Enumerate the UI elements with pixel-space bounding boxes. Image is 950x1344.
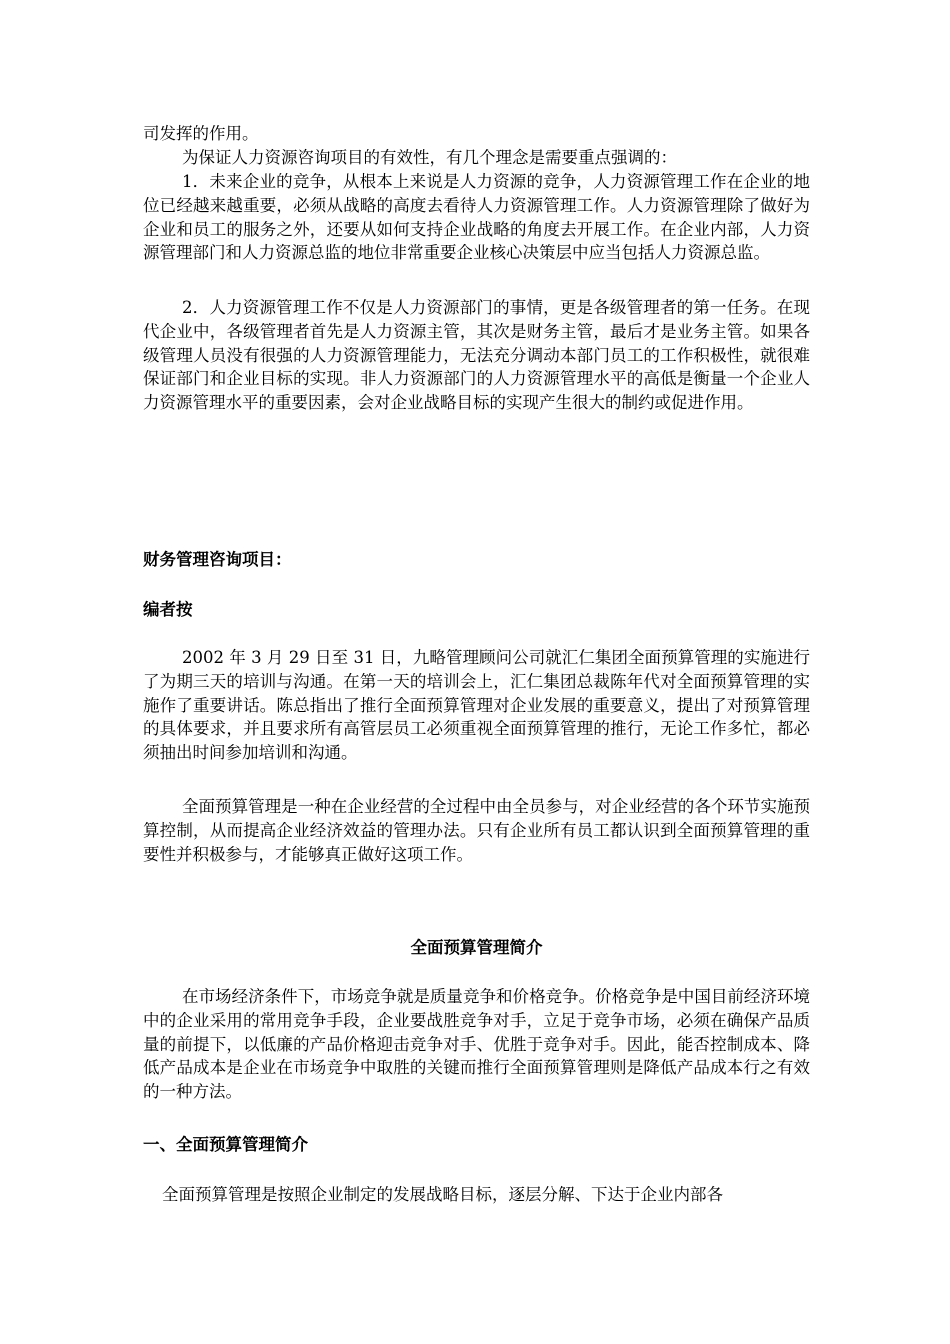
list-item-2: 2．人力资源管理工作不仅是人力资源部门的事情，更是各级管理者的第一任务。在现代企业中，各级管理者首先是人力资源主管，其次是财务主管，最后才是业务主管。如果各级管理人员没有很强的人力资源管理能力，无法充分调动本部门员工的工作积极性，就很难保证部门和企业目标的实现。非人力资源部门的人力资源管理水平的高低是衡量一个企业人力资源管理水平的重要因素，会对企业战略目标的实现产生很大的制约或促进作用。 [143,298,810,413]
editor-paragraph-2: 全面预算管理是一种在企业经营的全过程中由全员参与，对企业经营的各个环节实施预算控制，从而提高企业经济效益的管理办法。只有企业所有员工都认识到全面预算管理的重要性并积极参与，才能够真正做好这项工作。 [143,797,810,864]
market-paragraph: 在市场经济条件下，市场竞争就是质量竞争和价格竞争。价格竞争是中国目前经济环境中的企业采用的常用竞争手段，企业要战胜竞争对手，立足于竞争市场，必须在确保产品质量的前提下，以低廉的产品价格迎击竞争对手、优胜于竞争对手。因此，能否控制成本、降低产品成本是企业在市场竞争中取胜的关键而推行全面预算管理则是降低产品成本行之有效的一种方法。 [143,987,810,1102]
section-1-paragraph: 全面预算管理是按照企业制定的发展战略目标，逐层分解、下达于企业内部各 [162,1185,723,1204]
editor-paragraph-1: 2002 年 3 月 29 日至 31 日，九略管理顾问公司就汇仁集团全面预算管理的实施进行了为期三天的培训与沟通。在第一天的培训会上，汇仁集团总裁陈年代对全面预算管理的实施作了重要讲话。陈总指出了推行全面预算管理对企业发展的重要意义，提出了对预算管理的具体要求，并且要求所有高管层员工必须重视全面预算管理的推行，无论工作多忙，都必须抽出时间参加培训和沟通。 [143,648,810,763]
finance-project-heading: 财务管理咨询项目： [143,550,292,569]
intro-paragraph: 为保证人力资源咨询项目的有效性，有几个理念是需要重点强调的： [182,148,677,167]
list-item-1: 1．未来企业的竞争，从根本上来说是人力资源的竞争，人力资源管理工作在企业的地位已经越来越重要，必须从战略的高度去看待人力资源管理工作。人力资源管理除了做好为企业和员工的服务之外，还要从如何支持企业战略的角度去开展工作。在企业内部，人力资源管理部门和人力资源总监的地位非常重要企业核心决策层中应当包括人力资源总监。 [143,172,810,263]
section-1-heading: 一、全面预算管理简介 [143,1135,308,1154]
budget-intro-title: 全面预算管理简介 [410,938,543,957]
continued-paragraph: 司发挥的作用。 [143,124,259,143]
editor-note-heading: 编者按 [143,600,193,619]
